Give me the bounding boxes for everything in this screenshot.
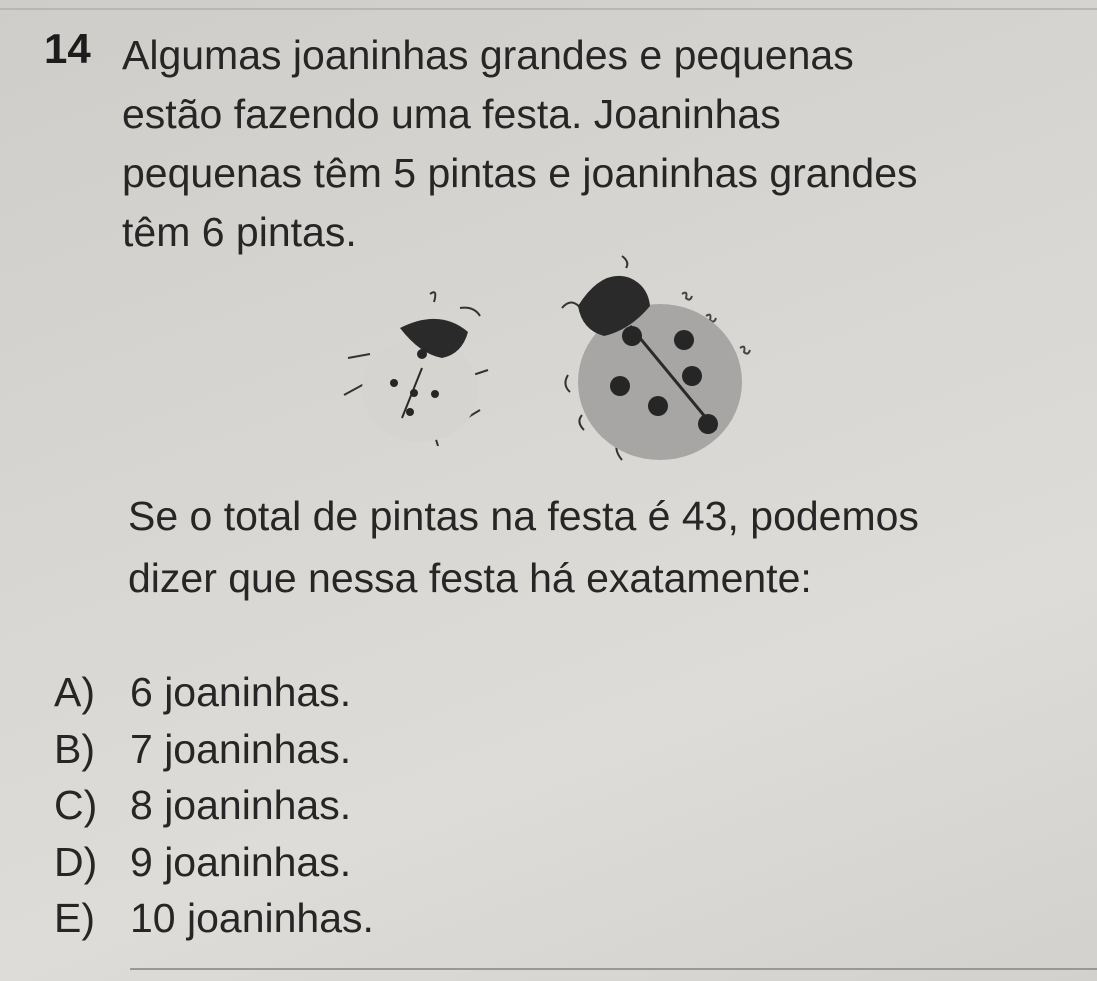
- stem-line: pequenas têm 5 pintas e joaninhas grandes: [122, 150, 918, 196]
- bottom-divider: [130, 968, 1097, 970]
- ladybug-spot: [698, 414, 718, 434]
- option-c[interactable]: [54, 777, 374, 834]
- answer-options: [54, 664, 374, 947]
- ladybug-spot: [682, 366, 702, 386]
- ladybug-spot: [674, 330, 694, 350]
- stem-line: estão fazendo uma festa. Joaninhas: [122, 91, 781, 137]
- option-text: 8 joaninhas.: [130, 782, 352, 828]
- top-divider: [0, 8, 1097, 10]
- question-stem: [122, 26, 1052, 262]
- option-letter: A): [54, 669, 95, 715]
- ladybug-spot: [406, 408, 414, 416]
- ladybug-spot: [610, 376, 630, 396]
- prompt-line: Se o total de pintas na festa é 43, podemos: [128, 493, 919, 539]
- question-number: 14: [44, 25, 91, 72]
- option-letter: E): [54, 895, 95, 941]
- ladybug-spot: [390, 379, 398, 387]
- large-ladybug-icon: [562, 256, 750, 460]
- small-ladybug-icon: [344, 292, 488, 446]
- option-text: 7 joaninhas.: [130, 725, 352, 772]
- option-d[interactable]: [54, 834, 374, 891]
- question-prompt: [128, 485, 1058, 609]
- option-b[interactable]: [54, 721, 374, 778]
- option-a[interactable]: [54, 664, 374, 721]
- option-e[interactable]: [54, 890, 374, 947]
- option-letter: D): [54, 838, 98, 885]
- ladybugs-illustration: [330, 250, 800, 480]
- option-letter: C): [54, 782, 98, 828]
- option-text: 9 joaninhas.: [130, 838, 352, 885]
- ladybug-spot: [431, 390, 439, 398]
- option-letter: B): [54, 725, 95, 772]
- ladybug-spot: [648, 396, 668, 416]
- stem-line: Algumas joaninhas grandes e pequenas: [122, 32, 854, 78]
- ladybug-spot: [622, 326, 642, 346]
- ladybug-spot: [410, 389, 418, 397]
- option-text: 6 joaninhas.: [130, 669, 352, 715]
- stem-line: têm 6 pintas.: [122, 209, 357, 255]
- ladybug-spot: [417, 349, 427, 359]
- prompt-line: dizer que nessa festa há exatamente:: [128, 555, 812, 601]
- option-text: 10 joaninhas.: [130, 895, 374, 941]
